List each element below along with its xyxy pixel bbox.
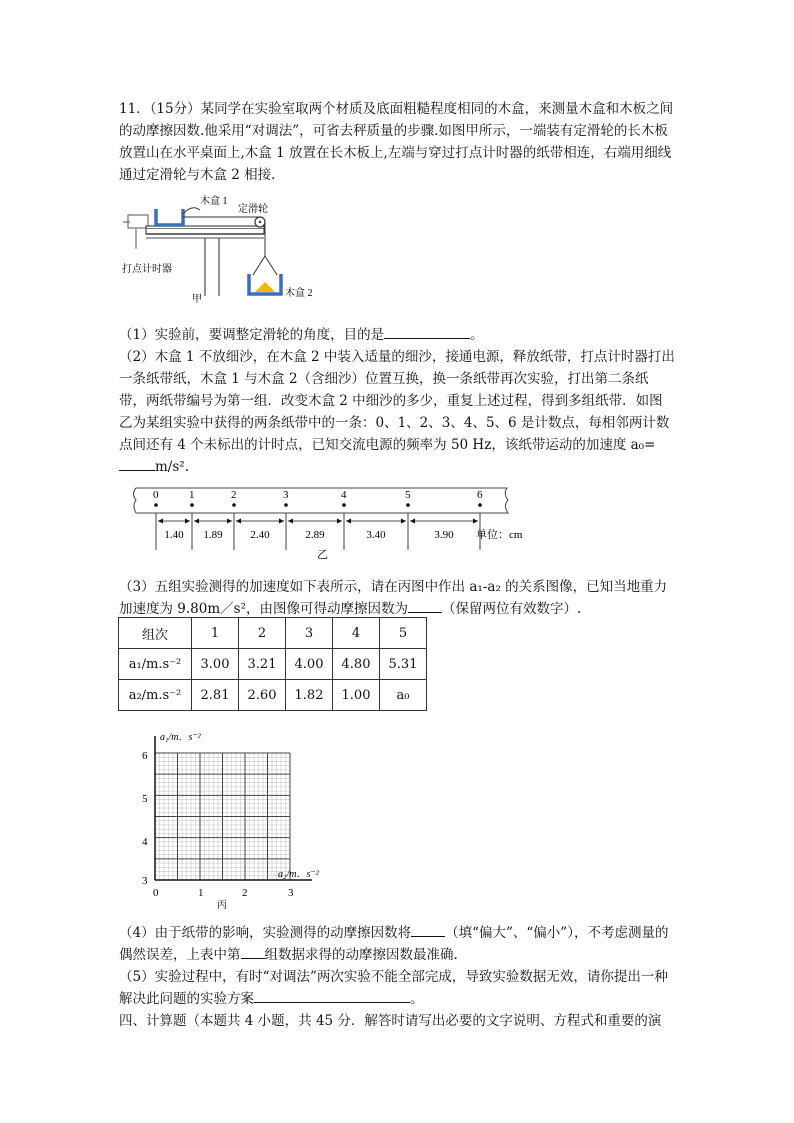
x-axis-label: a₂/m．s⁻²	[278, 869, 319, 880]
x-tick-label: 2	[242, 887, 248, 899]
x-tick-label: 0	[153, 887, 159, 899]
row-label-a1: a₁/m.s⁻²	[119, 649, 192, 680]
acceleration-table	[118, 617, 427, 711]
tape-segment-label: 1.40	[164, 529, 184, 541]
tape-segment-label: 2.40	[250, 529, 270, 541]
question-score: （15分）	[149, 101, 201, 117]
tape-dot	[406, 503, 410, 507]
long-board	[146, 226, 264, 234]
answer-blank-mu[interactable]	[408, 598, 442, 613]
part-3: （3）五组实验测得的加速度如下表所示，请在丙图中作出 a₁-a₂ 的关系图像，已知当地重力加速度为 9.80m／s²，由图像可得动摩擦因数为 （保留两位有效数字）.	[119, 579, 668, 617]
table-row: a₁/m.s⁻² 3.00 3.21 4.00 4.80 5.31	[119, 649, 427, 680]
tape-arrowhead	[158, 519, 163, 524]
x-tick-label: 1	[198, 887, 204, 899]
caption-yi: 乙	[317, 549, 328, 561]
tape-segment-label: 3.90	[434, 529, 454, 541]
tape-point-label: 2	[231, 489, 237, 501]
label-box1: 木盒 1	[200, 196, 228, 207]
tape-arrowhead	[227, 519, 232, 524]
tape-dot	[478, 503, 482, 507]
box1-shape	[156, 209, 183, 225]
tape-point-label: 6	[477, 489, 483, 501]
answer-blank-1[interactable]	[384, 324, 470, 339]
label-pulley: 定滑轮	[238, 204, 268, 215]
question-11-intro	[119, 98, 675, 186]
tape-point-label: 0	[153, 489, 159, 501]
tape-arrowhead	[194, 519, 199, 524]
timer-shape	[128, 215, 148, 228]
tape-arrowhead	[410, 519, 415, 524]
caption-jia: 甲	[192, 294, 202, 304]
table-row: a₂/m.s⁻² 2.81 2.60 1.82 1.00 a₀	[119, 680, 427, 711]
table-header-label: 组次	[119, 618, 192, 649]
caption-bing: 丙	[217, 900, 227, 911]
y-tick-label: 6	[142, 750, 148, 762]
tape-segment-label: 3.40	[366, 529, 386, 541]
tape-arrowhead	[288, 519, 293, 524]
tape-arrowhead	[401, 519, 406, 524]
label-timer: 打点计时器	[122, 264, 172, 275]
question-number: 11．	[119, 101, 150, 117]
tape-arrowhead	[236, 519, 241, 524]
tape-point-label: 4	[341, 489, 347, 501]
tape-dot	[190, 503, 194, 507]
figure-yi-tape	[124, 480, 524, 562]
part-2: （2）木盒 1 不放细沙，在木盒 2 中装入适量的细沙，接通电源，释放纸带，打点计时器打出一条纸带纸，木盒 1 与木盒 2（含细沙）位置互换，换一条纸带再次实验，打出第二条纸带，两纸带编号为第一组．改变木盒 2 中细沙的多少，重复上述过程，得到多组纸带．如图乙为某组实验中获得的两条纸带中的一条：0、1、2、3、4、5、6 是计数点，每相邻两计数点间还有 4 个未标出的计时点，已知交流电源的频率为 50 Hz，该纸带运动的加速度 a₀=m/s².	[119, 349, 675, 475]
question-intro-text: 某同学在实验室取两个材质及底面粗糙程度相同的木盒，来测量木盒和木板之间的动摩擦因数.他采用“对调法”，可省去秤质量的步骤.如图甲所示，一端装有定滑轮的长木板放置山在水平桌面上,木盒 1 放置在长木板上,左端与穿过打点计时器的纸带相连，右端用细线通过定滑轮与木盒 2 相接．	[119, 101, 674, 183]
answer-blank-bias[interactable]	[411, 922, 445, 937]
sand-shape	[255, 282, 275, 292]
tape-dot	[154, 503, 158, 507]
answer-blank-plan[interactable]	[254, 988, 410, 1003]
answer-blank-a0[interactable]	[119, 456, 155, 471]
x-tick-label: 3	[288, 887, 294, 899]
label-box2: 木盒 2	[285, 288, 313, 299]
y-tick-label: 4	[142, 836, 148, 848]
tape-dot	[232, 503, 236, 507]
row-label-a2: a₂/m.s⁻²	[119, 680, 192, 711]
tape-segment-label: 1.89	[203, 529, 223, 541]
tape-point-label: 1	[189, 489, 195, 501]
part-4: （4）由于纸带的影响，实验测得的动摩擦因数将 （填“偏大”、“偏小”），不考虑测量的偶然误差，上表中第 组数据求得的动摩擦因数最准确.	[119, 922, 675, 966]
tape-dot	[342, 503, 346, 507]
tape-unit-label: 单位：cm	[476, 529, 523, 541]
tape-point-label: 3	[283, 489, 289, 501]
tape-dot	[284, 503, 288, 507]
y-axis-label: a₁/m．s⁻²	[160, 732, 201, 743]
tape-point-label: 5	[405, 489, 411, 501]
y-tick-label: 5	[142, 793, 148, 805]
part-5: （5）实验过程中，有时“对调法”两次实验不能全部完成，导致实验数据无效，请你提出一种解决此问题的实验方案 。	[119, 969, 668, 1007]
figure-bing-graph	[120, 728, 350, 914]
tape-arrowhead	[337, 519, 342, 524]
tape-arrowhead	[185, 519, 190, 524]
tape-arrowhead	[473, 519, 478, 524]
figure-jia	[120, 192, 340, 304]
tape-segment-label: 2.89	[305, 529, 325, 541]
section-4-heading: 四、计算题（本题共 4 小题，共 45 分．解答时请写出必要的文字说明、方程式和重要的演	[119, 1013, 662, 1029]
tape-arrowhead	[279, 519, 284, 524]
y-tick-label: 3	[142, 875, 148, 887]
tape-arrowhead	[346, 519, 351, 524]
answer-blank-group[interactable]	[241, 944, 265, 959]
table-row: 组次 1 2 3 4 5	[119, 618, 427, 649]
part-1: （1）实验前，要调整定滑轮的角度，目的是 。	[119, 324, 675, 346]
